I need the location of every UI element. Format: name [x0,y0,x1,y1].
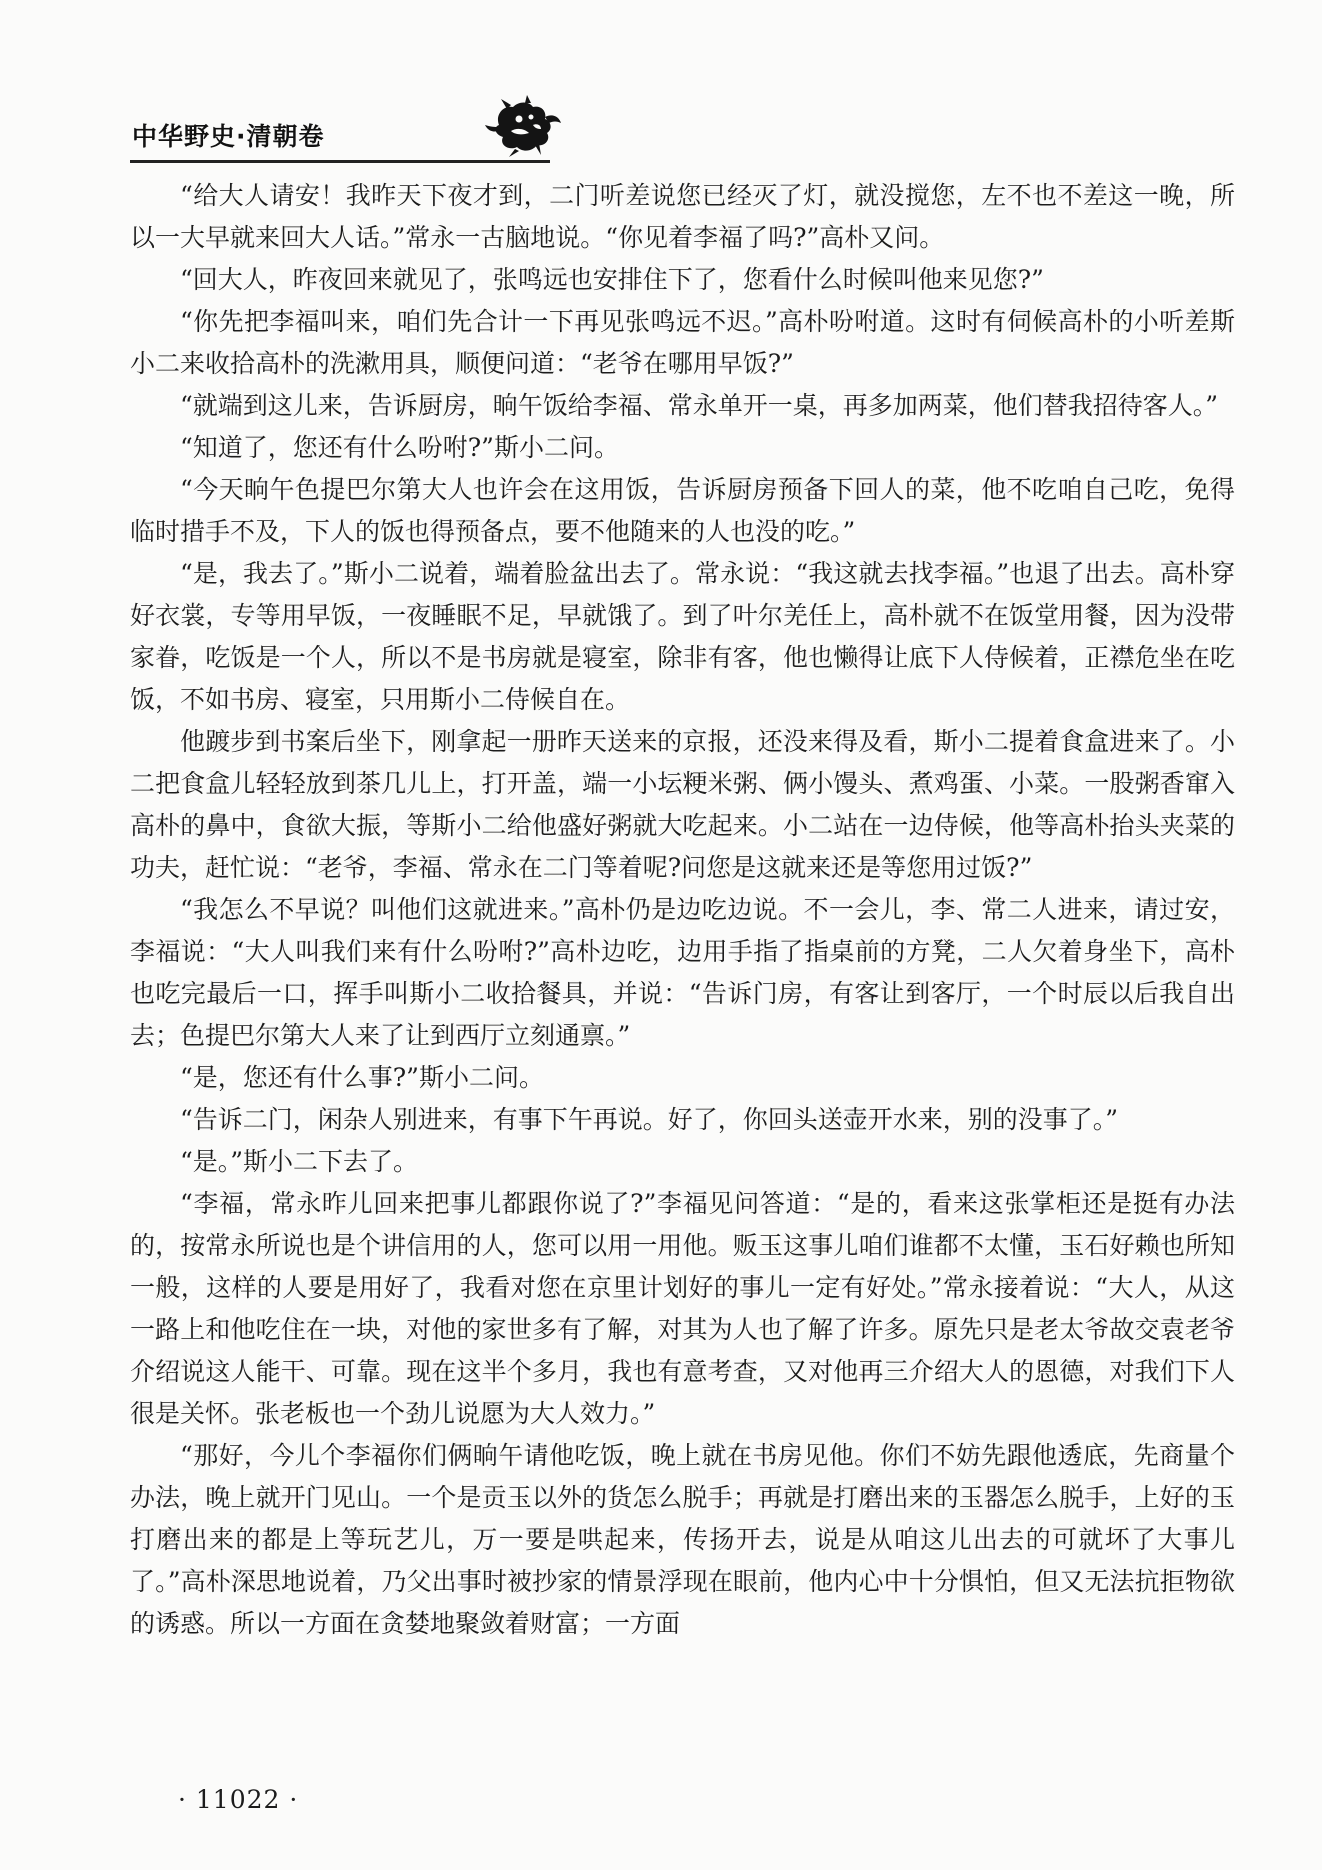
paragraph: “李福，常永昨儿回来把事儿都跟你说了?”李福见问答道：“是的，看来这张掌柜还是挺有办法的，按常永所说也是个讲信用的人，您可以用一用他。贩玉这事儿咱们谁都不太懂，玉石好赖也所知一般，这样的人要是用好了，我看对您在京里计划好的事儿一定有好处。”常永接着说：“大人，从这一路上和他吃住在一块，对他的家世多有了解，对其为人也了解了许多。原先只是老太爷故交袁老爷介绍说这人能干、可靠。现在这半个多月，我也有意考查，又对他再三介绍大人的恩德，对我们下人很是关怀。张老板也一个劲儿说愿为大人效力。” [130,1189,1235,1428]
dragon-emblem-icon [485,95,565,157]
paragraph: “今天晌午色提巴尔第大人也许会在这用饭，告诉厨房预备下回人的菜，他不吃咱自己吃，免得临时措手不及，下人的饭也得预备点，要不他随来的人也没的吃。” [130,475,1235,546]
paragraph: “是。”斯小二下去了。 [180,1147,419,1176]
paragraph: “知道了，您还有什么吩咐?”斯小二问。 [180,433,619,462]
paragraph: “是，我去了。”斯小二说着，端着脸盆出去了。常永说：“我这就去找李福。”也退了出去。高朴穿好衣裳，专等用早饭，一夜睡眠不足，早就饿了。到了叶尔羌任上，高朴就不在饭堂用餐，因为没带家眷，吃饭是一个人，所以不是书房就是寝室，除非有客，他也懒得让底下人侍候着，正襟危坐在吃饭，不如书房、寝室，只用斯小二侍候自在。 [130,559,1235,714]
body-text [130,175,1235,1645]
paragraph: 他踱步到书案后坐下，刚拿起一册昨天送来的京报，还没来得及看，斯小二提着食盒进来了。小二把食盒儿轻轻放到茶几儿上，打开盖，端一小坛粳米粥、俩小馒头、煮鸡蛋、小菜。一股粥香窜入高朴的鼻中，食欲大振，等斯小二给他盛好粥就大吃起来。小二站在一边侍候，他等高朴抬头夹菜的功夫，赶忙说：“老爷，李福、常永在二门等着呢?问您是这就来还是等您用过饭?” [130,727,1235,882]
paragraph: “那好，今儿个李福你们俩晌午请他吃饭，晚上就在书房见他。你们不妨先跟他透底，先商量个办法，晚上就开门见山。一个是贡玉以外的货怎么脱手；再就是打磨出来的玉器怎么脱手，上好的玉打磨出来的都是上等玩艺儿，万一要是哄起来，传扬开去，说是从咱这儿出去的可就坏了大事儿了。”高朴深思地说着，乃父出事时被抄家的情景浮现在眼前，他内心中十分惧怕，但又无法抗拒物欲的诱惑。所以一方面在贪婪地聚敛着财富；一方面 [130,1441,1235,1638]
paragraph: “回大人，昨夜回来就见了，张鸣远也安排住下了，您看什么时候叫他来见您?” [180,265,1044,294]
paragraph: “就端到这儿来，告诉厨房，晌午饭给李福、常永单开一桌，再多加两菜，他们替我招待客人。” [180,391,1219,420]
paragraph: “我怎么不早说？叫他们这就进来。”高朴仍是边吃边说。不一会儿，李、常二人进来，请过安，李福说：“大人叫我们来有什么吩咐?”高朴边吃，边用手指了指桌前的方凳，二人欠着身坐下，高朴也吃完最后一口，挥手叫斯小二收拾餐具，并说：“告诉门房，有客让到客厅，一个时辰以后我自出去；色提巴尔第大人来了让到西厅立刻通禀。” [130,895,1235,1050]
page-number: · 11022 · [178,1785,299,1814]
paragraph: “是，您还有什么事?”斯小二问。 [180,1063,544,1092]
book-title: 中华野史·清朝卷 [132,122,325,151]
paragraph: “你先把李福叫来，咱们先合计一下再见张鸣远不迟。”高朴吩咐道。这时有伺候高朴的小听差斯小二来收拾高朴的洗漱用具，顺便问道：“老爷在哪用早饭?” [130,307,1235,378]
running-header [130,95,550,165]
paragraph: “给大人请安！我昨天下夜才到，二门听差说您已经灭了灯，就没搅您，左不也不差这一晚，所以一大早就来回大人话。”常永一古脑地说。“你见着李福了吗?”高朴又问。 [130,181,1235,252]
header-rule [130,160,550,163]
paragraph: “告诉二门，闲杂人别进来，有事下午再说。好了，你回头送壶开水来，别的没事了。” [180,1105,1119,1134]
